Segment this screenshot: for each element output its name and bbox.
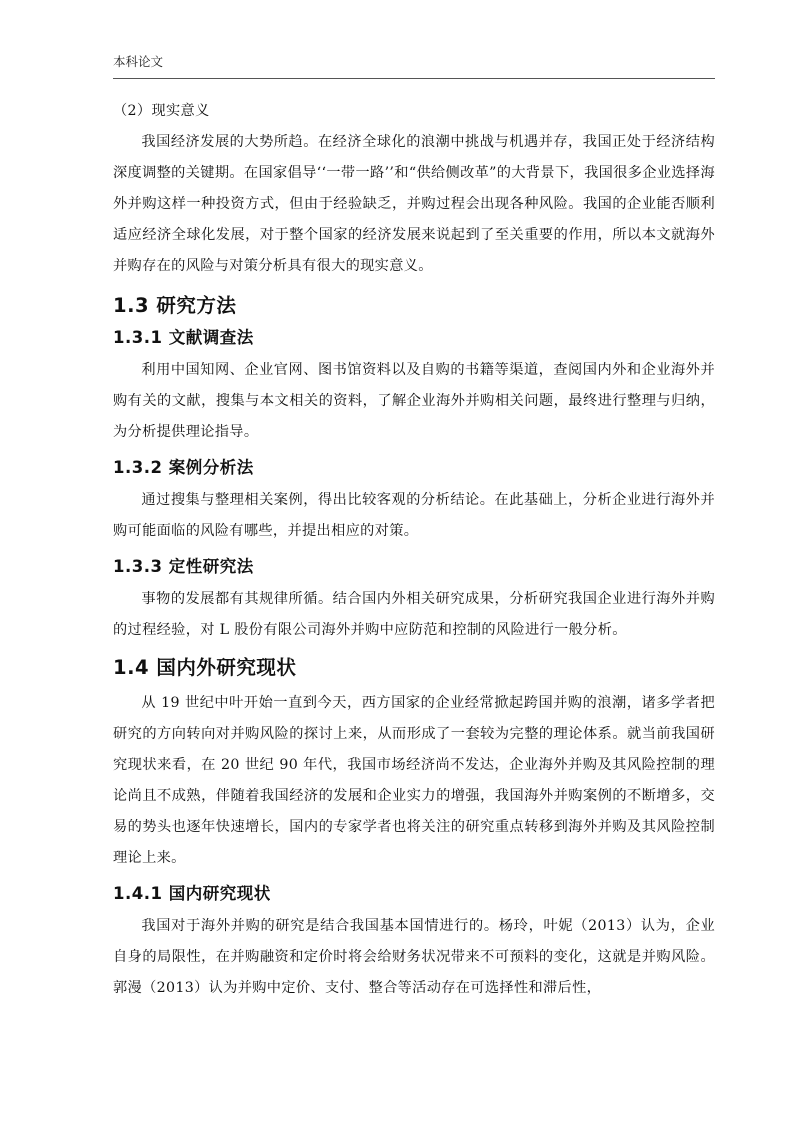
heading-1-4-1: 1.4.1 国内研究现状: [113, 884, 271, 903]
heading-1-3-2: 1.3.2 案例分析法: [113, 458, 254, 477]
heading-1-3-3: 1.3.3 定性研究法: [113, 557, 254, 576]
heading-1-3-1: 1.3.1 文献调查法: [113, 328, 254, 347]
header-divider: [113, 78, 715, 79]
paragraph-literature-method: 利用中国知网、企业官网、图书馆资料以及自购的书籍等渠道，查阅国内外和企业海外并购有关的文献，搜集与本文相关的资料，了解企业海外并购相关问题，最终进行整理与归纳，为分析提供理论指导。: [113, 362, 715, 440]
paragraph-domestic-research: 我国对于海外并购的研究是结合我国基本国情进行的。杨玲，叶妮（2013）认为，企业自身的局限性，在并购融资和定价时将会给财务状况带来不可预料的变化，这就是并购风险。郭漫（2013）认为并购中定价、支付、整合等活动存在可选择性和滞后性，: [113, 918, 715, 996]
paragraph-practical-significance: 我国经济发展的大势所趋。在经济全球化的浪潮中挑战与机遇并存，我国正处于经济结构深度调整的关键期。在国家倡导‘‘一带一路’’和“供给侧改革”的大背景下，我国很多企业选择海外并购这样一种投资方式，但由于经验缺乏，并购过程会出现各种风险。我国的企业能否顺利适应经济全球化发展，对于整个国家的经济发展来说起到了至关重要的作用，所以本文就海外并购存在的风险与对策分析具有很大的现实意义。: [113, 134, 715, 274]
paragraph-qualitative-method: 事物的发展都有其规律所循。结合国内外相关研究成果，分析研究我国企业进行海外并购的过程经验，对 L 股份有限公司海外并购中应防范和控制的风险进行一般分析。: [113, 591, 715, 638]
heading-1-4: 1.4 国内外研究现状: [113, 656, 297, 679]
paragraph-research-status: 从 19 世纪中叶开始一直到今天，西方国家的企业经常掀起跨国并购的浪潮，诸多学者把研究的方向转向对并购风险的探讨上来，从而形成了一套较为完整的理论体系。就当前我国研究现状来看，在 20 世纪 90 年代，我国市场经济尚不发达，企业海外并购及其风险控制的理论尚且不成熟，伴随着我国经济的发展和企业实力的增强，我国海外并购案例的不断增多，交易的势头也逐年快速增长，国内的专家学者也将关注的研究重点转移到海外并购及其风险控制理论上来。: [113, 695, 715, 866]
heading-1-3: 1.3 研究方法: [113, 294, 237, 317]
running-header: 本科论文: [113, 54, 164, 69]
paragraph-case-method: 通过搜集与整理相关案例，得出比较客观的分析结论。在此基础上，分析企业进行海外并购可能面临的风险有哪些，并提出相应的对策。: [113, 492, 715, 539]
page-content: [113, 96, 715, 1004]
subsection-label-practical: （2）现实意义: [113, 103, 210, 119]
